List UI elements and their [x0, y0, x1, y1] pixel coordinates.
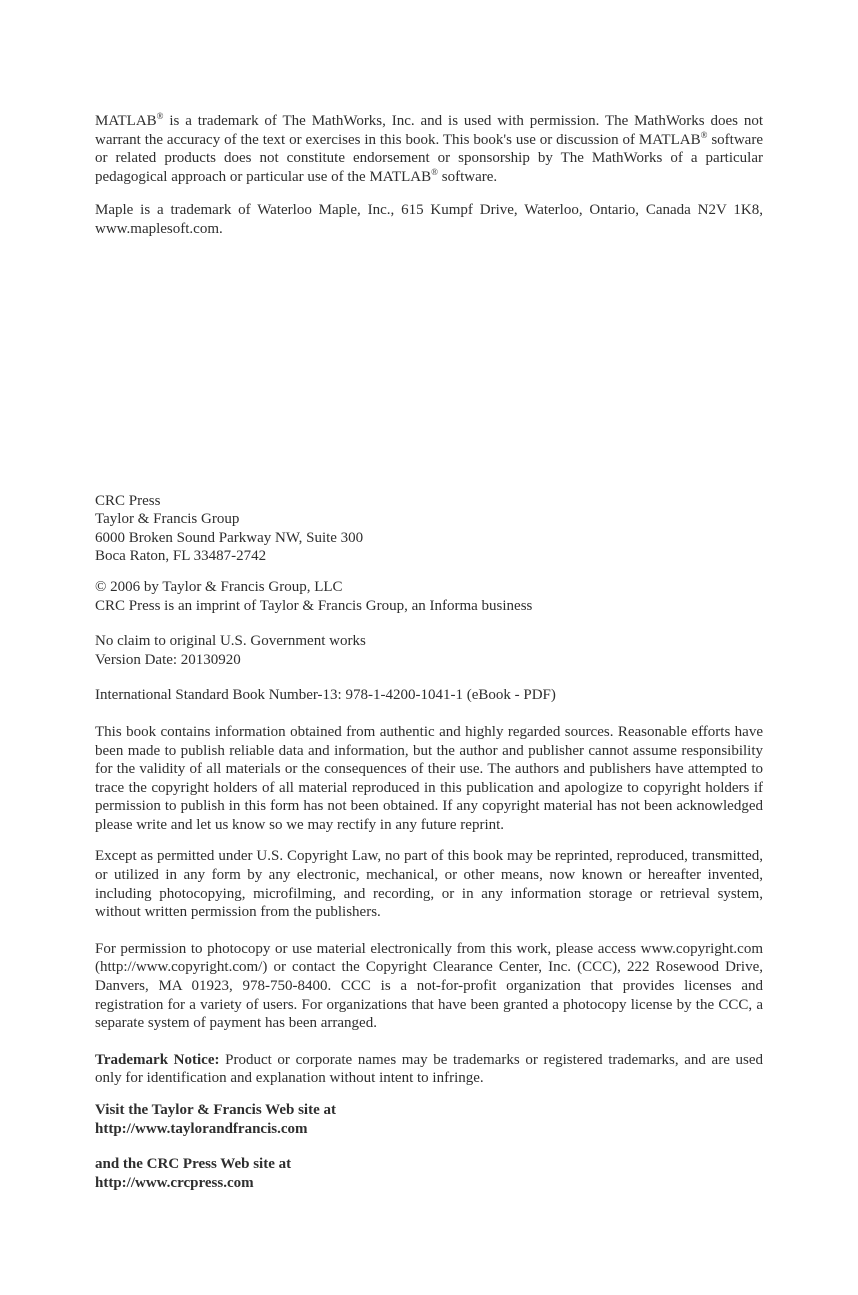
copyright-law-paragraph: Except as permitted under U.S. Copyright Law, no part of this book may be reprinted, reproduced, transmitted, or utilized in any form by any electronic, mechanical, or other means, now known or hereafter invented, including photocopying, microfilming, and recording, or in any information storage or retrieval system, without written permission from the publishers. — [95, 848, 763, 921]
version-date-line: Version Date: 20130920 — [95, 651, 241, 668]
maple-trademark-paragraph: Maple is a trademark of Waterloo Maple, Inc., 615 Kumpf Drive, Waterloo, Ontario, Canada N2V 1K8, www.maplesoft.com. — [95, 202, 763, 237]
trademark-notice-text: Product or corporate names may be trademarks or registered trademarks, and are used only for identification and explanation without intent to infringe. — [95, 1051, 763, 1087]
photocopy-permission-paragraph: For permission to photocopy or use material electronically from this work, please access www.copyright.com (http://www.copyright.com/) or contact the Copyright Clearance Center, Inc. (CCC), 222 Rosewood Drive, Danvers, MA 01923, 978-750-8400. CCC is a not-for-profit organization that provides licenses and registration for a variety of users. For organizations that have been granted a photocopy license by the CCC, a separate system of payment has been arranged. — [95, 940, 763, 1032]
claim-block — [95, 632, 763, 669]
publisher-street-line: 6000 Broken Sound Parkway NW, Suite 300 — [95, 529, 364, 546]
trademark-notice-label: Trademark Notice: — [95, 1051, 220, 1068]
copyright-year-line: © 2006 by Taylor & Francis Group, LLC — [95, 578, 343, 595]
crc-website-intro: and the CRC Press Web site at — [95, 1156, 292, 1173]
no-claim-line: No claim to original U.S. Government works — [95, 633, 366, 650]
publisher-address-block — [95, 492, 763, 566]
publisher-city-line: Boca Raton, FL 33487-2742 — [95, 548, 267, 565]
crc-website-url: http://www.crcpress.com — [95, 1174, 254, 1191]
publisher-group-line: Taylor & Francis Group — [95, 511, 240, 528]
crc-website-block — [95, 1155, 763, 1192]
matlab-trademark-paragraph: MATLAB® is a trademark of The MathWorks, Inc. and is used with permission. The MathWorks does not warrant the accuracy of the text or exercises in this book. This book's use or discussion of MATLAB® software or related products does not constitute endorsement or sponsorship by The MathWorks of a particular pedagogical approach or particular use of the MATLAB® software. — [95, 111, 763, 185]
taylor-francis-website-intro: Visit the Taylor & Francis Web site at — [95, 1102, 336, 1118]
publisher-name-line: CRC Press — [95, 492, 161, 509]
taylor-francis-website-url: http://www.taylorandfrancis.com — [95, 1120, 308, 1137]
isbn-line: International Standard Book Number-13: 978-1-4200-1041-1 (eBook - PDF) — [95, 687, 556, 704]
trademark-notice-paragraph — [95, 1051, 763, 1088]
copyright-block — [95, 578, 763, 615]
taylor-francis-website-block — [95, 1101, 763, 1138]
imprint-line: CRC Press is an imprint of Taylor & Francis Group, an Informa business — [95, 597, 533, 614]
sources-disclaimer-paragraph: This book contains information obtained from authentic and highly regarded sources. Reasonable efforts have been made to publish reliable data and information, but the author and publisher cannot assume responsibility for the validity of all materials or the consequences of their use. The authors and publishers have attempted to trace the copyright holders of all material reproduced in this publication and apologize to copyright holders if permission to publish in this form has not been obtained. If any copyright material has not been acknowledged please write and let us know so we may rectify in any future reprint. — [95, 723, 763, 833]
